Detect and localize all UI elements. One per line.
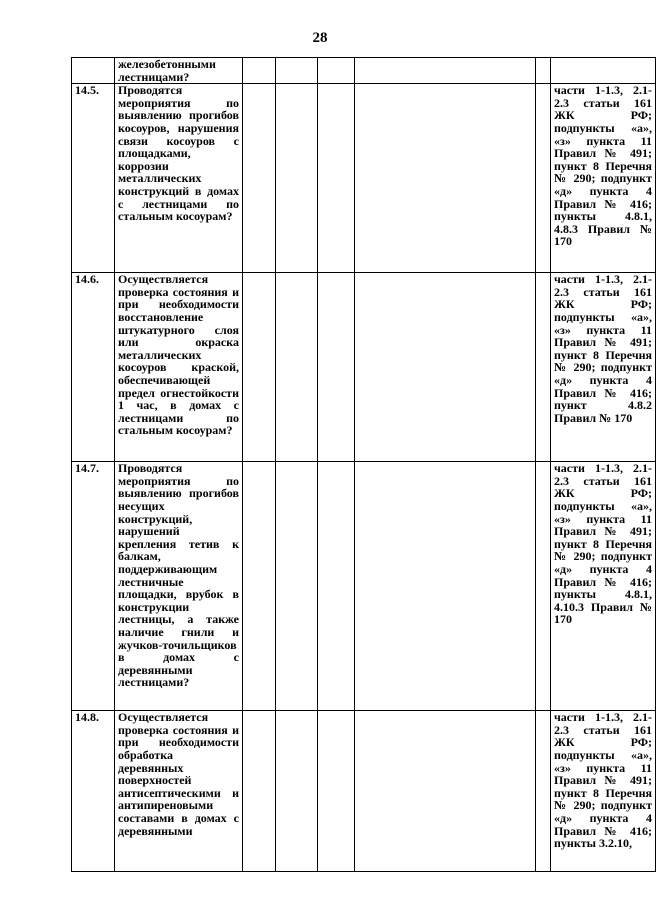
answer-na-cell[interactable] [318,711,355,872]
comment-cell[interactable] [355,711,536,872]
spacer-cell [536,273,551,462]
table-row [72,84,656,273]
item-number: 14.8. [72,711,115,872]
item-question: Проводятся мероприятия по выявлению прогибов косоуров, нарушения связи косоуров с площадками, коррозии металлических конструкций в домах с лестницами по стальным косоурам? [115,84,243,273]
item-question: Проводятся мероприятия по выявлению прогибов несущих конструкций, нарушений крепления тетив к балкам, поддерживающим лестничные площадки, врубок в конструкции лестницы, а также наличие гнили и жучков-точильщиков в домах с деревянными лестницами? [115,462,243,711]
item-reference: части 1-1.3, 2.1-2.3 статьи 161 ЖК РФ; подпункты «а», «з» пункта 11 Правил № 491; пункт 8 Перечня № 290; подпункт «д» пункта 4 Правил № 416; пункты 3.2.10, [551,711,656,872]
item-question: Осуществляется проверка состояния и при необходимости восстановление штукатурного слоя или окраска металлических косоуров краской, обеспечивающей предел огнестойкости 1 час, в домах с лестницами по стальным косоурам? [115,273,243,462]
requirements-table [71,57,656,872]
item-question: Осуществляется проверка состояния и при необходимости обработка деревянных поверхностей антисептическими и антипиреновыми составами в домах с деревянными [115,711,243,872]
spacer-cell [536,84,551,273]
item-number: 14.7. [72,462,115,711]
table-row [72,711,656,872]
answer-na-cell[interactable] [318,58,355,84]
item-reference: части 1-1.3, 2.1-2.3 статьи 161 ЖК РФ; подпункты «а», «з» пункта 11 Правил № 491; пункт 8 Перечня № 290; подпункт «д» пункта 4 Правил № 416; пункты 4.8.1, 4.10.3 Правил № 170 [551,462,656,711]
item-reference: части 1-1.3, 2.1-2.3 статьи 161 ЖК РФ; подпункты «а», «з» пункта 11 Правил № 491; пункт 8 Перечня № 290; подпункт «д» пункта 4 Правил № 416; пункт 4.8.2 Правил № 170 [551,273,656,462]
table-row [72,58,656,84]
spacer-cell [536,711,551,872]
comment-cell[interactable] [355,273,536,462]
comment-cell[interactable] [355,462,536,711]
item-number [72,58,115,84]
table-row [72,462,656,711]
answer-yes-cell[interactable] [243,58,276,84]
answer-no-cell[interactable] [276,58,318,84]
spacer-cell [536,462,551,711]
item-number: 14.5. [72,84,115,273]
answer-no-cell[interactable] [276,273,318,462]
answer-no-cell[interactable] [276,84,318,273]
comment-cell[interactable] [355,84,536,273]
item-reference [551,58,656,84]
answer-yes-cell[interactable] [243,462,276,711]
item-number: 14.6. [72,273,115,462]
page-number: 28 [312,30,328,46]
answer-no-cell[interactable] [276,711,318,872]
answer-na-cell[interactable] [318,84,355,273]
comment-cell[interactable] [355,58,536,84]
spacer-cell [536,58,551,84]
item-question: железобетонными лестницами? [115,58,243,84]
answer-yes-cell[interactable] [243,273,276,462]
answer-no-cell[interactable] [276,462,318,711]
table-row [72,273,656,462]
answer-na-cell[interactable] [318,273,355,462]
answer-yes-cell[interactable] [243,84,276,273]
answer-yes-cell[interactable] [243,711,276,872]
answer-na-cell[interactable] [318,462,355,711]
item-reference: части 1-1.3, 2.1-2.3 статьи 161 ЖК РФ; подпункты «а», «з» пункта 11 Правил № 491; пункт 8 Перечня № 290; подпункт «д» пункта 4 Правил № 416; пункты 4.8.1, 4.8.3 Правил № 170 [551,84,656,273]
